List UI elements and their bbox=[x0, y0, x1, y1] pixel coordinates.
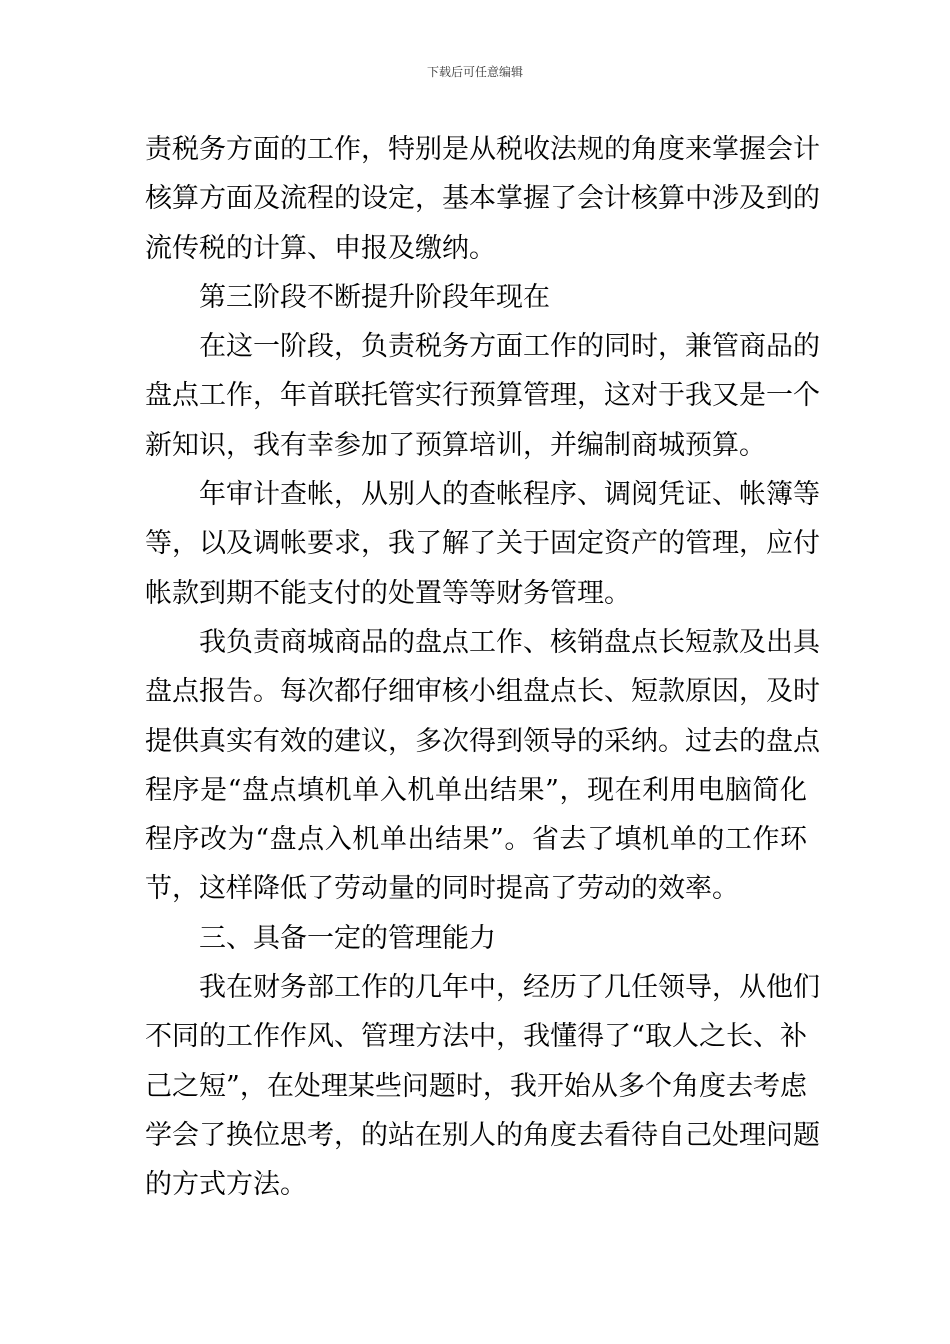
paragraph-line: 程序改为“盘点入机单出结果”。省去了填机单的工作环 bbox=[145, 824, 807, 856]
paragraph-line: 核算方面及流程的设定，基本掌握了会计核算中涉及到的 bbox=[145, 183, 820, 215]
paragraph-line: 年审计查帐，从别人的查帐程序、调阅凭证、帐簿等 bbox=[199, 479, 820, 511]
section-heading: 三、具备一定的管理能力 bbox=[199, 922, 496, 954]
paragraph-line: 等，以及调帐要求，我了解了关于固定资产的管理，应付 bbox=[145, 528, 820, 560]
paragraph-line: 盘点工作，年首联托管实行预算管理，这对于我又是一个 bbox=[145, 380, 820, 412]
paragraph-line: 流传税的计算、申报及缴纳。 bbox=[145, 232, 496, 264]
paragraph-line: 不同的工作作风、管理方法中，我懂得了“取人之长、补 bbox=[145, 1021, 807, 1053]
page-header: 下载后可任意编辑 bbox=[426, 65, 523, 79]
paragraph-line: 我负责商城商品的盘点工作、核销盘点长短款及出具 bbox=[199, 626, 820, 658]
section-heading: 第三阶段不断提升阶段年现在 bbox=[199, 281, 550, 313]
paragraph-line: 新知识，我有幸参加了预算培训，并编制商城预算。 bbox=[145, 429, 766, 461]
paragraph-line: 己之短”，在处理某些问题时，我开始从多个角度去考虑 bbox=[145, 1070, 807, 1102]
paragraph-line: 盘点报告。每次都仔细审核小组盘点长、短款原因，及时 bbox=[145, 676, 820, 708]
paragraph-line: 节，这样降低了劳动量的同时提高了劳动的效率。 bbox=[145, 873, 739, 905]
paragraph-line: 程序是“盘点填机单入机单出结果”，现在利用电脑简化 bbox=[145, 774, 807, 806]
paragraph-line: 责税务方面的工作，特别是从税收法规的角度来掌握会计 bbox=[145, 134, 820, 165]
paragraph-line: 我在财务部工作的几年中，经历了几任领导，从他们 bbox=[199, 972, 820, 1004]
document-body bbox=[145, 125, 820, 1210]
paragraph-line: 的方式方法。 bbox=[145, 1169, 307, 1201]
paragraph-line: 提供真实有效的建议，多次得到领导的采纳。过去的盘点 bbox=[145, 725, 820, 757]
paragraph-line: 帐款到期不能支付的处置等等财务管理。 bbox=[145, 577, 631, 609]
paragraph-line: 在这一阶段，负责税务方面工作的同时，兼管商品的 bbox=[199, 331, 820, 363]
paragraph-line: 学会了换位思考，的站在别人的角度去看待自己处理问题 bbox=[145, 1119, 820, 1151]
